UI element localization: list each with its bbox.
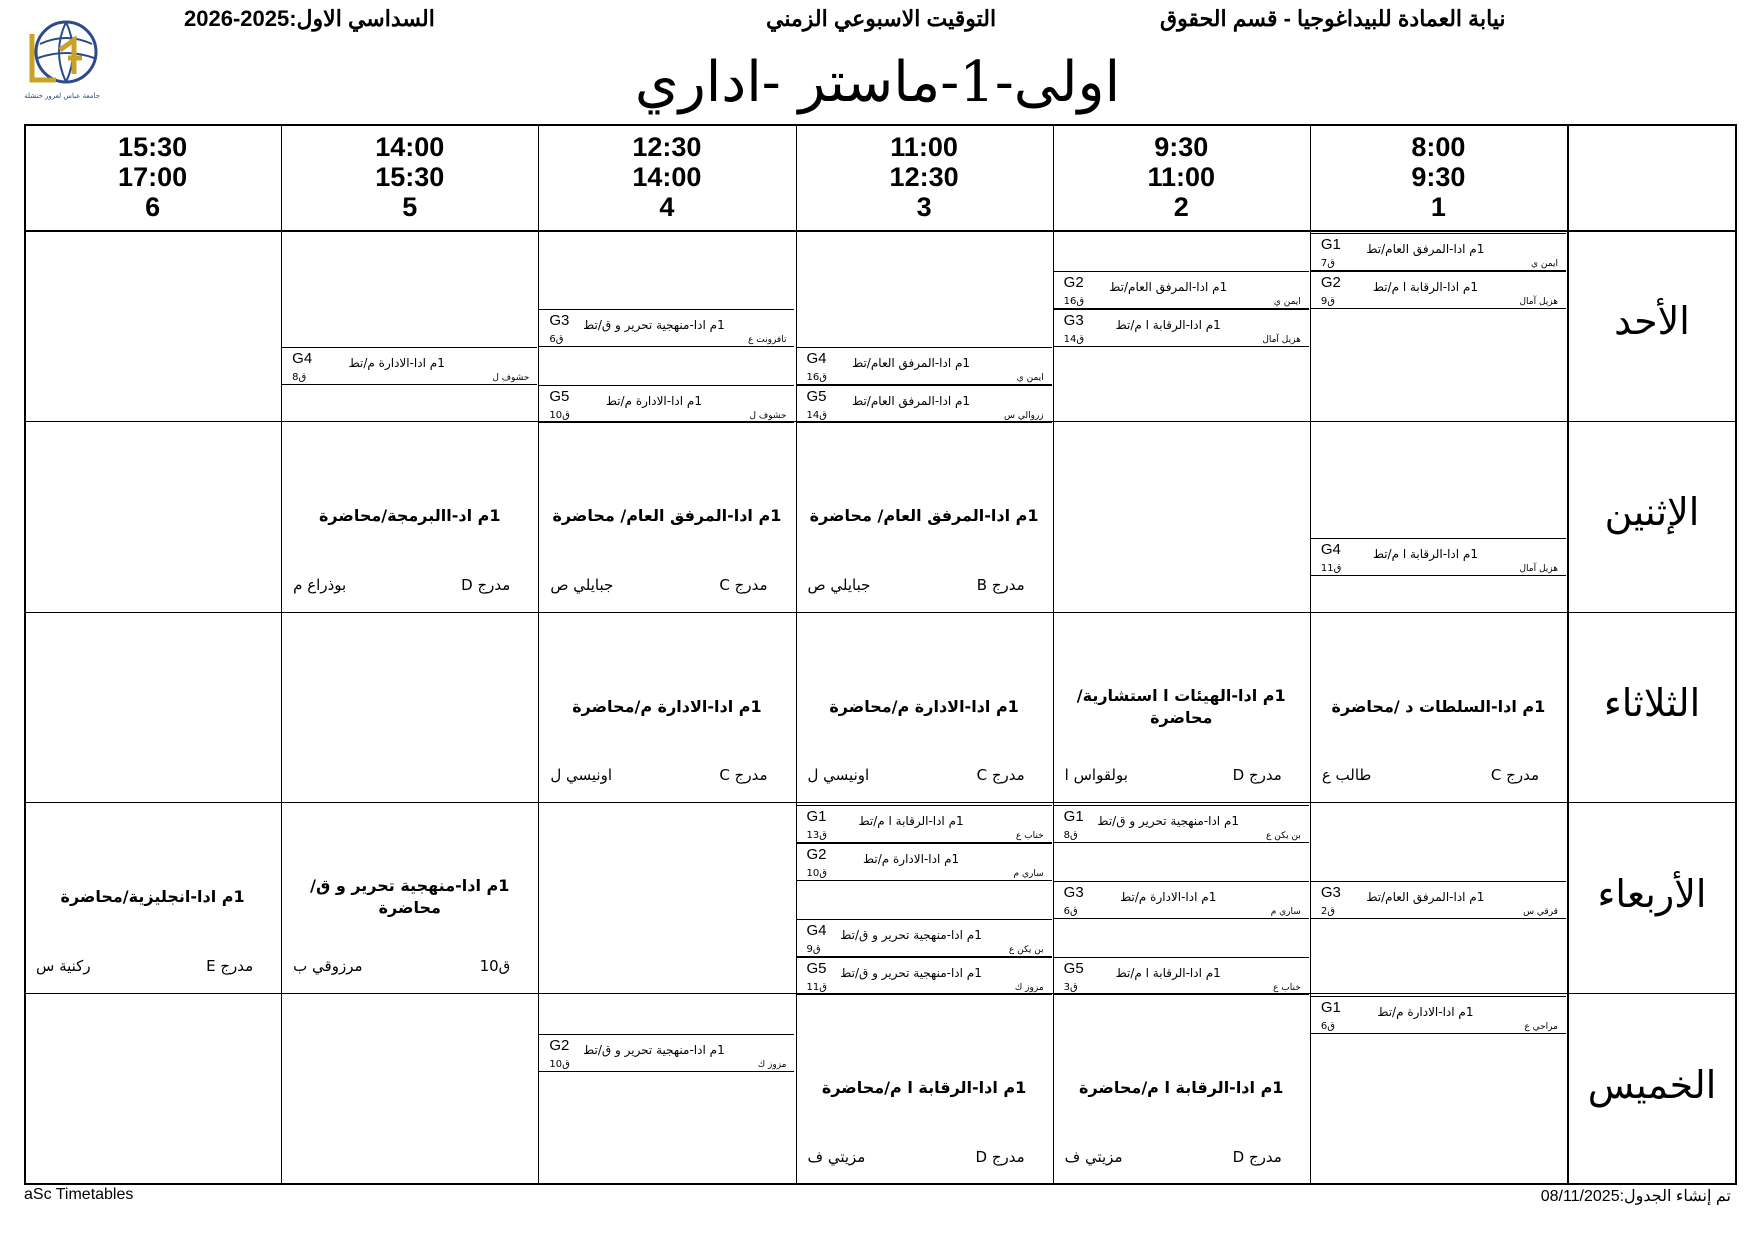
teacher-label: اونيسي ل [807,766,870,785]
room-label: ق13 [806,830,827,842]
subject-label: 1م ادا-المرفق العام/تط [1366,890,1485,905]
group-label: G4 [1320,540,1341,558]
subject-label: 1م ادا-الادارة م/تط [862,852,960,867]
teacher-label: حشوف ل [749,411,787,421]
room-label: ق10 [549,410,570,421]
class-card[interactable] [1054,309,1309,347]
footer-left: aSc Timetables [24,1186,134,1203]
group-label: G1 [806,808,827,826]
footer-right: تم إنشاء الجدول:08/11/2025 [1540,1188,1731,1205]
teacher-label: مزوز ك [1014,983,1044,994]
group-label: G4 [806,922,827,940]
room-label: ق9 [806,944,821,956]
period-header-1 [1310,132,1567,228]
room-label: ق6 [549,334,564,345]
period-header-2 [1053,132,1310,228]
period-num: 5 [402,192,418,222]
class-card[interactable] [1054,881,1309,919]
teacher-label: ايمن ي [1273,297,1301,307]
group-label: G2 [549,1037,570,1055]
subject-label: 1م ادا-الرقابة ا م/تط [858,814,964,829]
teacher-label: اونيسي ل [550,766,612,785]
class-card[interactable] [1311,233,1566,271]
teacher-label: بن يكن ع [1008,945,1044,956]
class-card[interactable] [797,347,1052,385]
teacher-label: ركنية س [36,957,91,976]
teacher-label: هزيل آمال [1519,563,1558,574]
group-label: G3 [1063,312,1084,329]
lecture-block[interactable] [538,421,795,612]
subject-label: 1م ادا-الادارة م/تط [1377,1005,1474,1020]
subject-label: 1م ادا-الادارة م/تط [348,356,445,370]
room-label: ق7 [1320,258,1335,269]
room-label: ق2 [1320,906,1335,918]
day-label: الخميس [1587,1062,1717,1107]
room-label: ق16 [806,372,827,383]
class-card[interactable] [797,957,1052,995]
day-label: الأربعاء [1597,871,1707,916]
subject-label: 1م ادا-انجليزية/محاضرة [60,887,245,907]
logo-caption: جامعة عباس لغرور خنشلة [24,92,100,100]
room-label: مدرج B [976,575,1025,594]
day-label: الإثنين [1604,490,1700,535]
subject-label: 1م ادا-الادارة م/محاضرة [572,696,762,716]
room-label: ق14 [806,410,827,421]
class-card[interactable] [539,1034,794,1072]
class-card[interactable] [1311,538,1566,576]
group-label: G2 [1320,274,1341,291]
teacher-label: مرزوقي ب [293,957,363,976]
subject-label: 1م ادا-منهجية تحرير و ق/تط [583,318,725,332]
teacher-label: خناب ع [1015,831,1044,842]
class-card[interactable] [539,309,794,347]
group-label: G3 [549,312,570,329]
group-label: G5 [806,388,827,405]
group-label: G3 [1063,884,1084,902]
teacher-label: قرقي س [1523,907,1558,918]
group-label: G4 [806,350,827,367]
period-end: 12:30 [889,162,959,192]
class-card[interactable] [1311,881,1566,919]
period-num: 6 [145,192,161,222]
semester-label: السداسي الاول:2025-2026 [184,6,435,31]
group-label: G1 [1063,808,1084,826]
group-label: G1 [1320,999,1341,1017]
room-label: مدرج C [719,766,768,785]
group-label: G2 [1063,274,1084,291]
lecture-block[interactable] [1053,993,1310,1184]
day-label: الأحد [1614,299,1690,344]
room-label: مدرج D [1232,766,1282,785]
day-column-separator [1567,124,1569,1184]
teacher-label: تافرونت ع [748,335,787,345]
period-start: 11:00 [890,132,958,162]
teacher-label: جبايلي ص [807,575,871,594]
class-card[interactable] [797,919,1052,957]
subject-label: 1م ادا-منهجية تحرير و ق/ محاضرة [310,876,510,918]
subject-label: 1م ادا-المرفق العام/تط [852,394,971,408]
teacher-label: مزيتي ف [1064,1147,1123,1166]
subject-label: 1م ادا-منهجية تحرير و ق/تط [840,928,982,943]
period-end: 11:00 [1147,162,1216,192]
class-card[interactable] [1054,805,1309,843]
subject-label: 1م ادا-الرقابة ا م/تط [1372,280,1478,294]
group-label: G2 [806,846,827,864]
lecture-block[interactable] [1310,612,1567,803]
room-label: ق3 [1063,982,1078,994]
period-start: 8:00 [1411,132,1466,162]
class-card[interactable] [797,385,1052,423]
teacher-label: مزوز ك [757,1060,787,1071]
class-card[interactable] [282,347,537,385]
teacher-label: زروالي س [1004,411,1044,421]
lecture-block[interactable] [281,802,538,993]
subject-label: 1م ادا-المرفق العام/تط [1109,280,1228,294]
teacher-label: ساري م [1013,869,1044,880]
class-card[interactable] [1311,996,1566,1034]
group-label: G5 [549,388,570,405]
subject-label: 1م اد-االبرمجة/محاضرة [318,505,501,525]
class-card[interactable] [797,843,1052,881]
room-label: مدرج D [1232,1147,1282,1166]
teacher-label: ساري م [1270,907,1301,918]
lecture-block[interactable] [281,421,538,612]
period-num: 1 [1430,192,1446,222]
room-label: مدرج E [206,957,254,976]
room-label: ق11 [806,982,827,994]
subject-label: 1م ادا-منهجية تحرير و ق/تط [1097,814,1240,829]
room-label: مدرج C [1490,766,1539,785]
schedule-label: التوقيت الاسبوعي الزمني [766,6,997,31]
subject-label: 1م ادا-الادارة م/تط [1120,890,1217,905]
group-label: G5 [1063,960,1084,978]
subject-label: 1م ادا-الرقابة ا م/محاضرة [1079,1078,1284,1098]
lecture-block[interactable] [796,612,1053,803]
teacher-label: جبايلي ص [550,575,614,594]
room-label: ق6 [1063,906,1078,918]
group-label: G3 [1320,884,1341,902]
period-start: 12:30 [632,132,702,162]
lecture-block[interactable] [1053,612,1310,803]
room-label: ق10 [806,868,827,880]
group-label: G1 [1320,236,1341,253]
teacher-label: بوذراع م [293,575,347,594]
teacher-label: حشوف ل [492,373,530,383]
period-end: 9:30 [1411,162,1466,192]
room-label: ق16 [1063,296,1085,307]
lecture-block[interactable] [538,612,795,803]
subject-label: 1م ادا-الرقابة ا م/تط [1115,318,1221,332]
teacher-label: بولقواس ا [1064,766,1128,785]
room-label: مدرج D [461,575,511,594]
day-label: الثلاثاء [1603,681,1701,725]
room-label: ق8 [1063,830,1078,842]
class-card[interactable] [539,385,794,423]
teacher-label: مزيتي ف [807,1147,866,1166]
subject-label: 1م ادا-الادارة م/تط [605,394,702,408]
teacher-label: مراحي ع [1524,1022,1558,1033]
subject-label: 1م ادا-المرفق العام/تط [852,356,971,370]
grid-border-right [1735,124,1737,1184]
room-label: مدرج C [719,575,768,594]
department-label: نيابة العمادة للبيداغوجيا - قسم الحقوق [1160,6,1506,31]
subject-label: 1م ادا-السلطات د /محاضرة [1331,696,1546,716]
period-header-6 [24,132,281,228]
period-header-4 [538,132,795,228]
period-num: 4 [659,192,675,222]
class-card[interactable] [1054,271,1309,309]
teacher-label: خناب ع [1273,983,1301,994]
room-label: ق10 [479,957,511,976]
period-header-5 [281,132,538,228]
room-label: ق10 [549,1059,570,1071]
group-label: G5 [806,960,827,978]
period-start: 9:30 [1154,132,1209,162]
period-start: 14:00 [375,132,445,162]
room-label: مدرج C [976,766,1025,785]
subject-label: 1م ادا-الهيئات ا استشارية/ محاضرة [1076,685,1286,727]
class-card[interactable] [1311,271,1566,309]
teacher-label: بن يكن ع [1266,831,1301,842]
teacher-label: ايمن ي [1531,259,1558,269]
class-card[interactable] [797,805,1052,843]
subject-label: 1م ادا-منهجية تحرير و ق/تط [583,1043,725,1058]
subject-label: 1م ادا-الادارة م/محاضرة [829,696,1019,716]
period-end: 15:30 [375,162,445,192]
period-num: 2 [1173,192,1189,222]
subject-label: 1م ادا-الرقابة ا م/تط [1372,546,1478,561]
lecture-block[interactable] [796,993,1053,1184]
room-label: ق8 [292,372,307,383]
class-card[interactable] [1054,957,1309,995]
period-start: 15:30 [118,132,188,162]
lecture-block[interactable] [24,802,281,993]
grid-border-left [24,124,26,1184]
teacher-label: طالب ع [1321,766,1372,785]
room-label: ق9 [1320,296,1335,307]
group-label: G4 [292,350,313,367]
room-label: ق11 [1320,562,1342,574]
room-label: مدرج D [975,1147,1025,1166]
subject-label: 1م ادا-الرقابة ا م/محاضرة [821,1078,1027,1098]
teacher-label: هزيل آمال [1262,335,1301,345]
room-label: ق6 [1320,1021,1335,1033]
period-end: 14:00 [632,162,702,192]
teacher-label: ايمن ي [1016,373,1044,383]
page-title: اولى-1-ماستر -اداري [634,50,1121,115]
subject-label: 1م ادا-المرفق العام/ محاضرة [552,505,782,525]
room-label: ق14 [1063,334,1085,345]
subject-label: 1م ادا-المرفق العام/ محاضرة [809,505,1039,525]
lecture-block[interactable] [796,421,1053,612]
subject-label: 1م ادا-المرفق العام/تط [1366,242,1485,256]
period-end: 17:00 [118,162,188,192]
subject-label: 1م ادا-الرقابة ا م/تط [1115,966,1221,981]
subject-label: 1م ادا-منهجية تحرير و ق/تط [840,966,982,981]
period-header-3 [796,132,1053,228]
period-num: 3 [916,192,932,222]
period-separator [281,124,282,1184]
teacher-label: هزيل آمال [1519,297,1558,307]
